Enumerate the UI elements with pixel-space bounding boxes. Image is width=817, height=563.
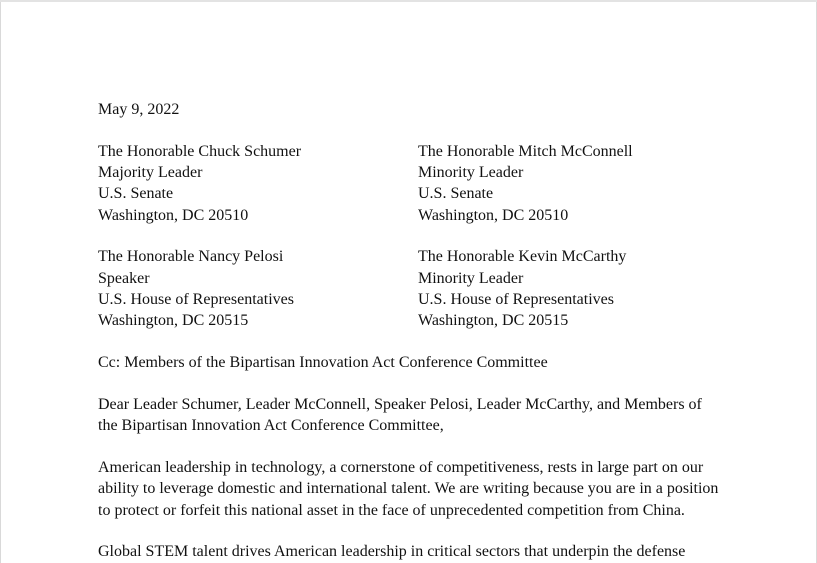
addressee-line: Washington, DC 20515 [418,312,569,330]
letter-date: May 9, 2022 [98,101,180,118]
paragraph-line: ability to leverage domestic and international talent. We are writing because you are in a position [98,480,719,498]
addressee-line: Washington, DC 20510 [418,206,569,224]
addressee-schumer [98,141,418,226]
addressee-line: Speaker [98,269,150,287]
paragraph-line: Global STEM talent drives American leadership in critical sectors that underpin the defense [98,543,686,561]
paragraph-2 [98,541,738,562]
addressee-mcconnell [418,141,738,226]
addressee-line: Washington, DC 20510 [98,206,249,224]
salutation [98,394,738,437]
letter-body [98,99,738,563]
addressee-line: The Honorable Kevin McCarthy [418,248,627,266]
addressee-line: The Honorable Nancy Pelosi [98,248,284,266]
paragraph-line: to protect or forfeit this national asset in the face of unprecedented competition from China. [98,501,685,519]
addressee-row-senate [98,141,738,226]
document-page [0,2,817,563]
addressee-row-house [98,246,738,331]
addressee-line: Washington, DC 20515 [98,312,249,330]
addressee-line: Minority Leader [418,269,524,287]
paragraph-1 [98,457,738,521]
addressee-line: U.S. House of Representatives [418,291,614,309]
paragraph-line: American leadership in technology, a cornerstone of competitiveness, rests in large part on our [98,459,704,477]
salutation-line: Dear Leader Schumer, Leader McConnell, Speaker Pelosi, Leader McCarthy, and Members of [98,395,702,413]
addressee-line: U.S. Senate [418,185,494,203]
addressee-pelosi [98,246,418,331]
addressee-line: Majority Leader [98,164,203,182]
cc-line: Cc: Members of the Bipartisan Innovation Act Conference Committee [98,354,548,372]
addressee-line: The Honorable Chuck Schumer [98,142,302,160]
addressee-line: U.S. Senate [98,185,174,203]
addressee-line: Minority Leader [418,164,524,182]
salutation-line: the Bipartisan Innovation Act Conference Committee, [98,417,444,435]
addressee-mccarthy [418,246,738,331]
addressee-line: U.S. House of Representatives [98,291,294,309]
addressee-line: The Honorable Mitch McConnell [418,142,633,160]
